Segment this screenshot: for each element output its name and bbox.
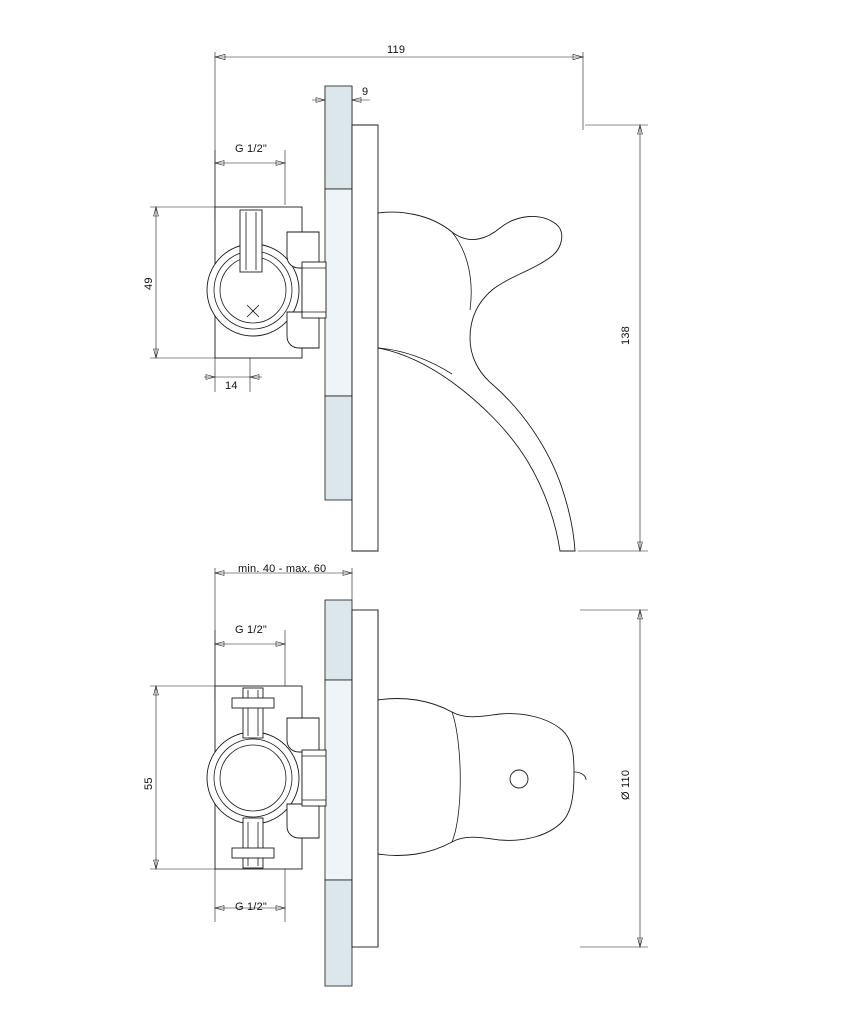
lever-handle-top-view	[378, 212, 575, 551]
trim-plate-top-view	[352, 125, 378, 551]
dim-g12-bottom-lower	[215, 869, 285, 922]
dim-label-thread-top-view: G 1/2"	[235, 143, 268, 155]
dim-label-body-height: 49	[143, 277, 155, 290]
dim-138	[578, 125, 648, 551]
dim-g12-bottom-upper	[215, 630, 285, 690]
dim-label-wall-plate-depth: 9	[362, 86, 369, 98]
trim-plate-bottom-view	[352, 610, 378, 947]
dim-label-thread-upper: G 1/2"	[235, 624, 268, 636]
dim-label-recess-depth: min. 40 - max. 60	[238, 563, 327, 575]
dim-g12-top	[215, 150, 285, 210]
dim-label-handle-height: 138	[620, 326, 632, 345]
valve-body-top-view	[207, 207, 326, 358]
wall-bottom-view	[325, 600, 352, 986]
dim-label-overall-length: 119	[387, 44, 406, 56]
dim-55	[150, 686, 216, 869]
dim-49	[150, 207, 216, 358]
dim-label-thread-lower: G 1/2"	[235, 901, 268, 913]
valve-body-bottom-view	[207, 686, 326, 869]
wall-top-view	[325, 86, 352, 500]
dim-119	[215, 52, 583, 220]
dim-label-escutcheon-diameter: Ø 110	[620, 769, 632, 800]
dim-diameter-110	[580, 610, 648, 947]
dim-label-body-width: 55	[143, 777, 155, 790]
dim-label-body-offset: 14	[225, 380, 238, 392]
handle-cover-bottom-view	[378, 699, 586, 856]
